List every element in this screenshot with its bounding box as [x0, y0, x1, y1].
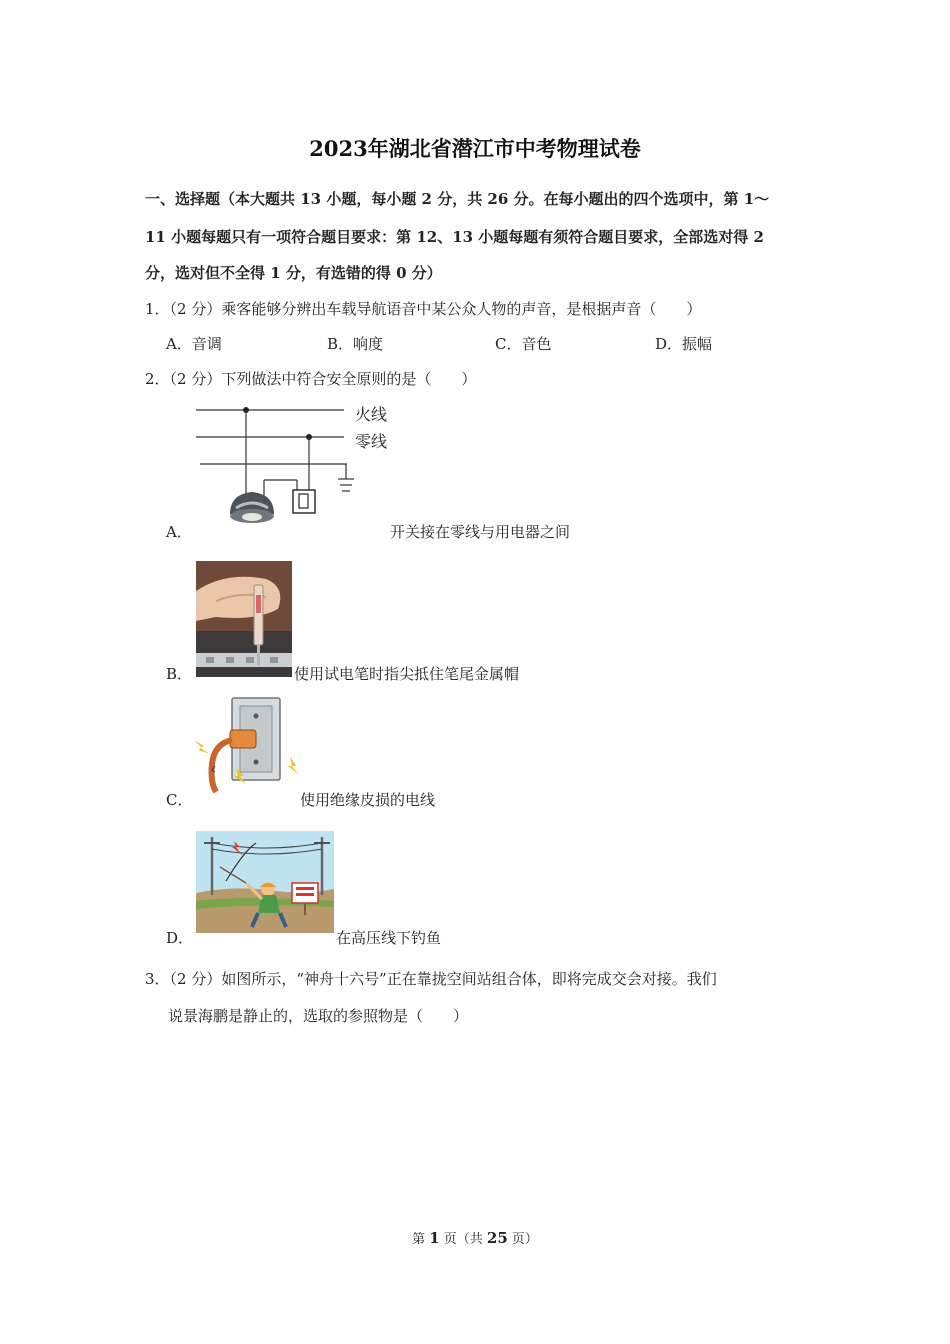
- test-pen-photo: [196, 561, 292, 677]
- footer-mid: 页（共: [439, 1232, 487, 1247]
- page-title: 2023年湖北省潜江市中考物理试卷: [309, 136, 641, 161]
- question-3-stem-line-2: 说景海鹏是静止的，选取的参照物是（ ）: [168, 1007, 469, 1025]
- neutral-wire-label: 零线: [355, 432, 388, 451]
- question-2-stem: 2．（2 分）下列做法中符合安全原则的是（ ）: [145, 370, 477, 388]
- question-2-option-c-letter: C．: [166, 791, 193, 809]
- section-heading-line-3: 分，选对但不全得 1 分，有选错的得 0 分）: [145, 264, 442, 282]
- section-heading-line-1: 一、选择题（本大题共 13 小题，每小题 2 分，共 26 分。在每小题出的四个选项中，第 1～: [145, 190, 770, 208]
- question-1-option-d: D．振幅: [655, 335, 713, 353]
- question-1-stem: 1．（2 分）乘客能够分辨出车载导航语音中某公众人物的声音，是根据声音（ ）: [145, 300, 702, 318]
- question-1-option-c: C．音色: [495, 335, 552, 353]
- question-1-option-a: A．音调: [166, 335, 222, 353]
- question-2-option-d-letter: D．: [166, 929, 194, 947]
- question-2-option-b-letter: B．: [166, 665, 193, 683]
- footer-total-pages: 25: [486, 1229, 508, 1247]
- page-footer: [0, 1228, 950, 1247]
- question-2-option-d-text: 在高压线下钓鱼: [336, 929, 442, 947]
- footer-page-number: 1: [429, 1229, 440, 1247]
- fishing-under-power-lines-picture: [196, 831, 334, 933]
- question-3-stem-line-1: 3．（2 分）如图所示，“神舟十六号”正在靠拢空间站组合体，即将完成交会对接。我们: [145, 970, 717, 988]
- question-2-option-b-text: 使用试电笔时指尖抵住笔尾金属帽: [294, 665, 520, 683]
- question-2-option-a-text: 开关接在零线与用电器之间: [390, 523, 571, 541]
- question-2-option-c-text: 使用绝缘皮损的电线: [300, 791, 436, 809]
- footer-suffix: 页）: [507, 1232, 538, 1247]
- damaged-wire-picture: [194, 694, 300, 794]
- live-wire-label: 火线: [355, 405, 388, 424]
- question-1-option-b: B．响度: [327, 335, 384, 353]
- question-2-option-a-letter: A．: [166, 523, 192, 541]
- section-heading-line-2: 11 小题每题只有一项符合题目要求：第 12、13 小题每题有须符合题目要求，全部选对得 2: [145, 228, 764, 246]
- footer-prefix: 第: [412, 1232, 430, 1247]
